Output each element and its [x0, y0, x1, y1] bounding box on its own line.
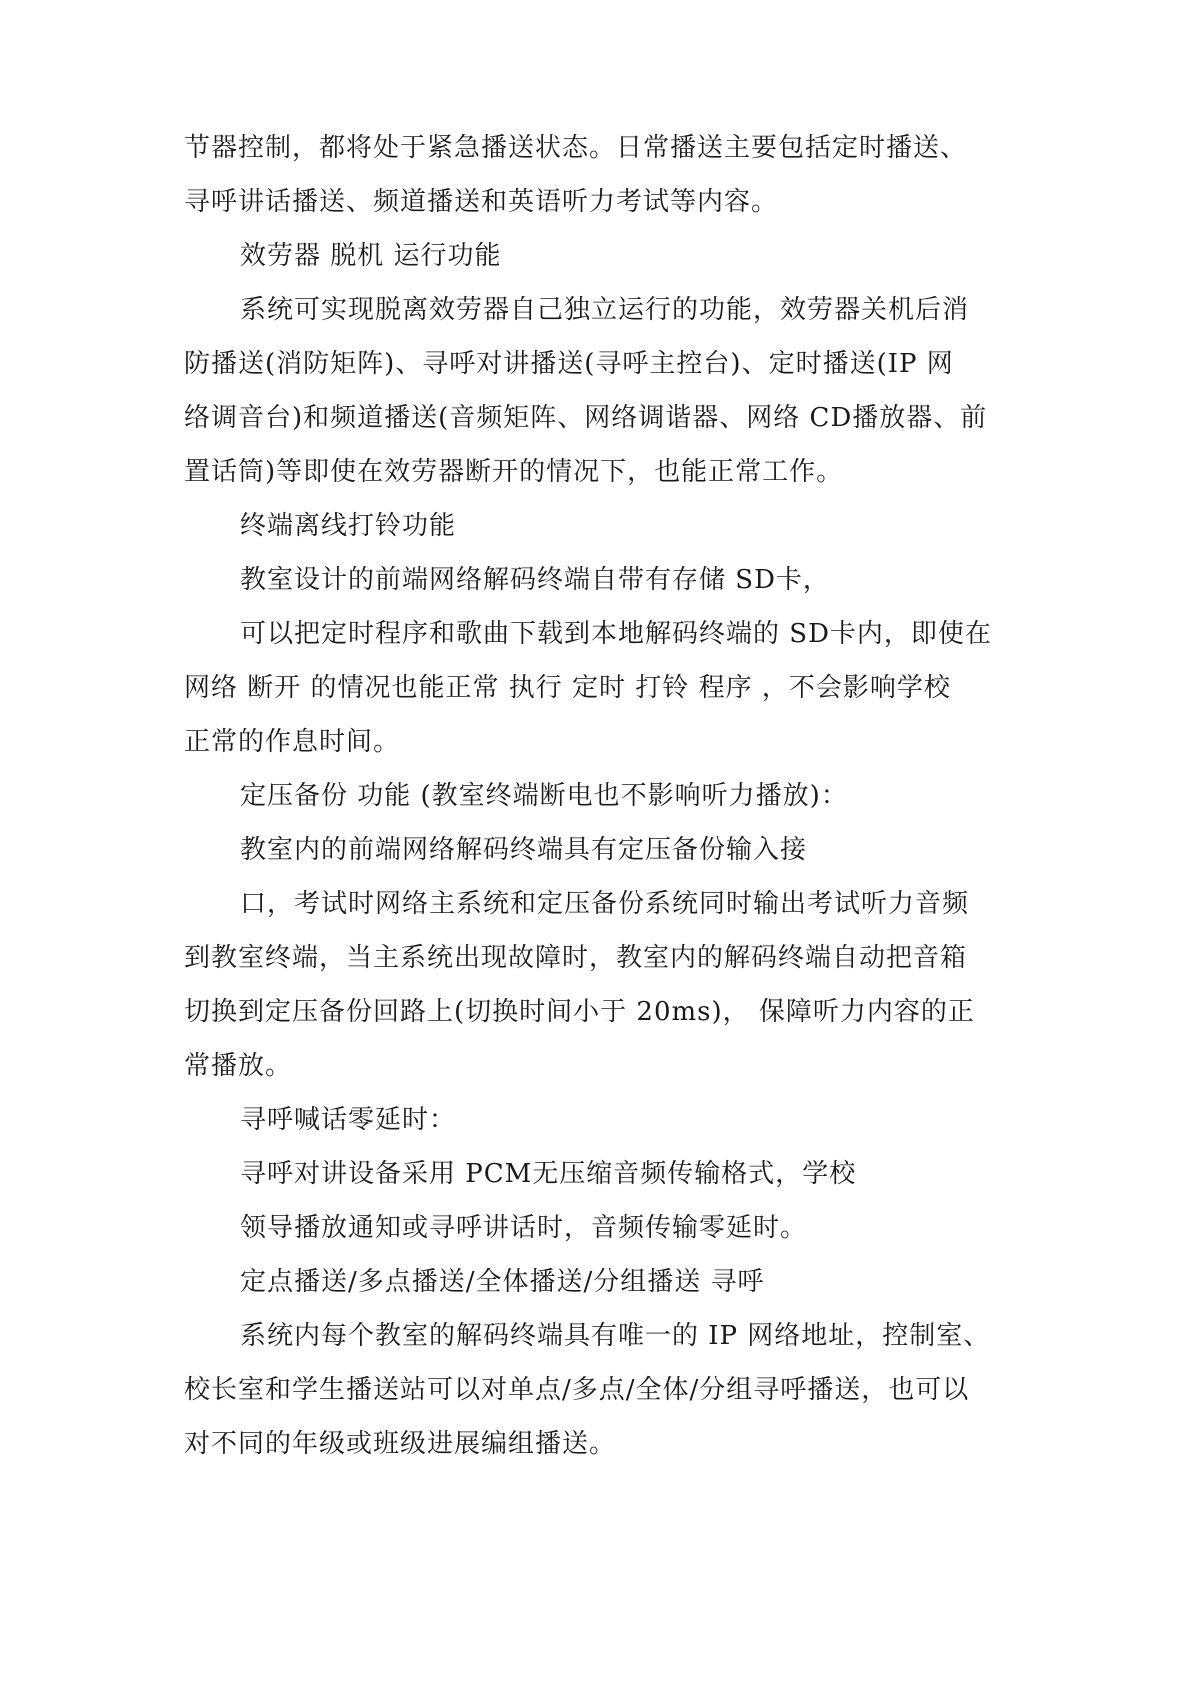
section-heading: 效劳器 脱机 运行功能 — [240, 241, 502, 271]
text-line: 节器控制，都将处于紧急播送状态。日常播送主要包括定时播送、 — [184, 133, 968, 163]
text-line: 到教室终端，当主系统出现故障时，教室内的解码终端自动把音箱 — [184, 943, 968, 973]
text-line: 教室设计的前端网络解码终端自带有存储 SD卡， — [240, 565, 830, 595]
text-line: 网络 断开 的情况也能正常 执行 定时 打铃 程序 ，不会影响学校 — [184, 673, 951, 703]
text-line: 置话筒)等即使在效劳器断开的情况下，也能正常工作。 — [184, 457, 844, 487]
section-heading: 寻呼喊话零延时： — [240, 1105, 457, 1135]
text-line: 系统可实现脱离效劳器自己独立运行的功能，效劳器关机后消 — [240, 295, 970, 325]
text-line: 正常的作息时间。 — [184, 727, 401, 757]
text-line: 络调音台)和频道播送(音频矩阵、网络调谐器、网络 CD播放器、前 — [184, 403, 988, 433]
section-heading: 终端离线打铃功能 — [240, 511, 457, 541]
text-line: 领导播放通知或寻呼讲话时，音频传输零延时。 — [240, 1213, 808, 1243]
text-line: 常播放。 — [184, 1051, 293, 1081]
text-line: 防播送(消防矩阵)、寻呼对讲播送(寻呼主控台)、定时播送(IP 网 — [184, 349, 954, 379]
text-line: 切换到定压备份回路上(切换时间小于 20ms)， 保障听力内容的正 — [184, 997, 975, 1027]
text-line: 对不同的年级或班级进展编组播送。 — [184, 1429, 617, 1459]
text-line: 校长室和学生播送站可以对单点/多点/全体/分组寻呼播送，也可以 — [184, 1375, 970, 1405]
text-line: 寻呼讲话播送、频道播送和英语听力考试等内容。 — [184, 187, 779, 217]
section-heading: 定压备份 功能 (教室终端断电也不影响听力播放)： — [240, 781, 848, 811]
section-heading: 定点播送/多点播送/全体播送/分组播送 寻呼 — [240, 1267, 765, 1297]
text-line: 系统内每个教室的解码终端具有唯一的 IP 网络地址，控制室、 — [240, 1321, 991, 1351]
text-line: 口，考试时网络主系统和定压备份系统同时输出考试听力音频 — [240, 889, 970, 919]
text-line: 寻呼对讲设备采用 PCM无压缩音频传输格式，学校 — [240, 1159, 857, 1189]
text-line: 教室内的前端网络解码终端具有定压备份输入接 — [240, 835, 808, 865]
text-line: 可以把定时程序和歌曲下载到本地解码终端的 SD卡内，即使在 — [240, 619, 992, 649]
